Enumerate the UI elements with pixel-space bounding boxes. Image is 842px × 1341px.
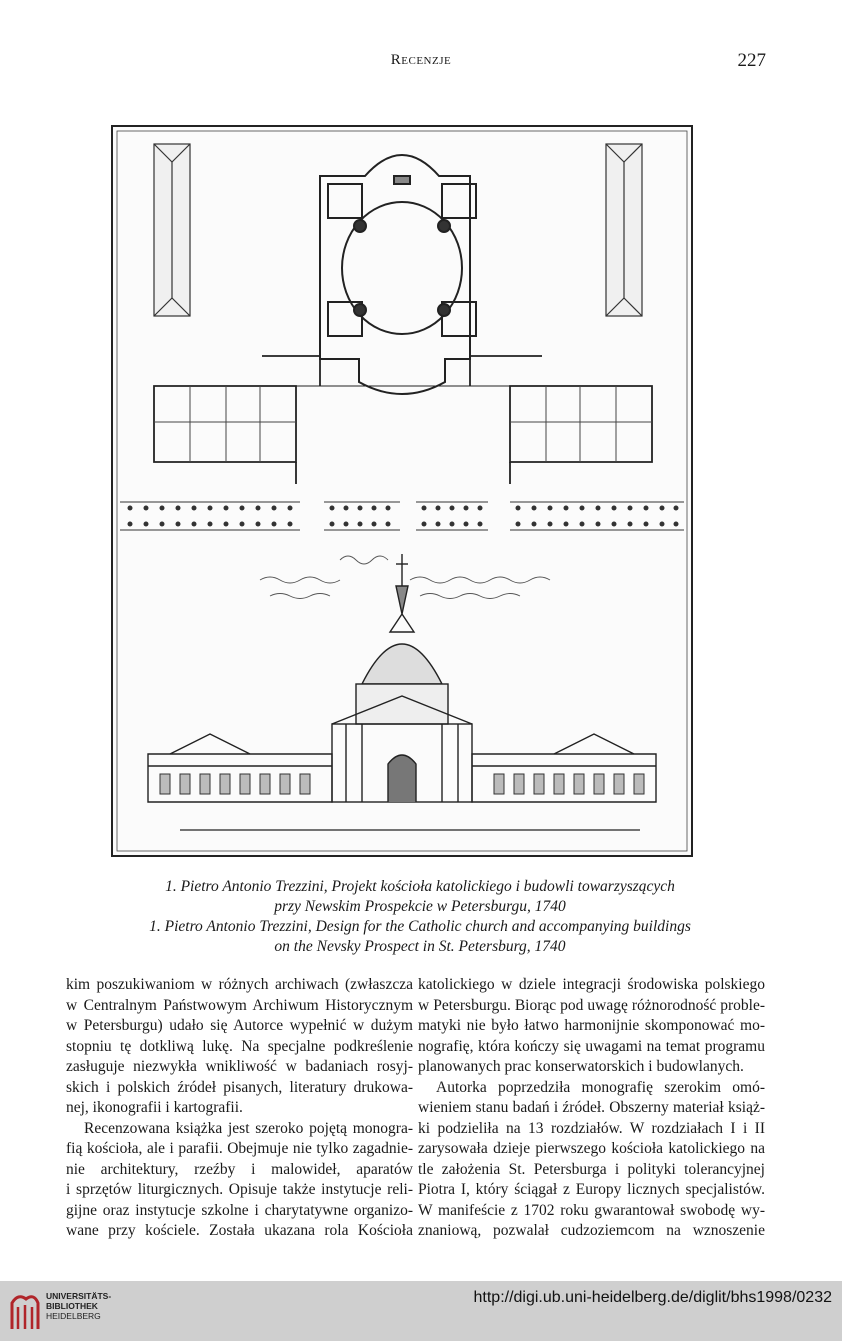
logo-line-3: HEIDELBERG (46, 1311, 101, 1321)
page-number: 227 (737, 50, 766, 71)
logo-line-2: BIBLIOTHEK (46, 1301, 98, 1311)
text-line: fią kościoła, ale i parafii. Obejmuje nie tylko zagadnie- (66, 1140, 413, 1157)
text-line: wane przy kościele. Została ukazana rola Kościoła (66, 1222, 413, 1239)
text-line: w Centralnym Państwowym Archiwum Historycznym (66, 996, 413, 1014)
logo-line-1: UNIVERSITÄTS- (46, 1291, 112, 1301)
text-line: zarysowała dzieje pierwszego kościoła katolickiego na (418, 1140, 765, 1157)
text-line: wieniem stanu badań i źródeł. Obszerny materiał książ- (418, 1099, 765, 1116)
library-logo-text (46, 1291, 111, 1321)
text-line: gijne oraz instytucje szkolne i charytatywne organizo- (66, 1201, 413, 1219)
text-line: w Petersburgu) udało się Autorce wypełnić w dużym (66, 1017, 413, 1034)
architectural-drawing-figure (110, 124, 694, 858)
text-line: W manifeście z 1702 roku gwarantował swobodę wy- (418, 1201, 765, 1219)
library-logo[interactable] (8, 1289, 112, 1333)
text-line: znaniową, pozwalał cudzoziemcom na wznoszenie (418, 1222, 765, 1239)
figure-caption (70, 877, 770, 957)
right-text-column (418, 975, 765, 1242)
text-line: tle założenia St. Petersburga i polityki tolerancyjnej (418, 1160, 765, 1178)
text-line: nie architektury, rzeźby i malowideł, aparatów (66, 1160, 413, 1178)
text-line: stopniu tę dotkliwą lukę. Na specjalne podkreślenie (66, 1037, 413, 1055)
text-line: planowanych prac konserwatorskich i budowlanych. (418, 1058, 744, 1075)
text-line: katolickiego w dziele integracji środowiska polskiego (418, 976, 765, 993)
library-logo-icon (8, 1289, 42, 1333)
text-line: w Petersburgu. Biorąc pod uwagę różnorodność proble- (418, 996, 765, 1014)
text-line: Autorka poprzedziła monografię szerokim omó- (436, 1078, 765, 1096)
text-line: Recenzowana książka jest szeroko pojętą monogra- (84, 1119, 413, 1137)
drawing-illustration-icon (110, 124, 694, 858)
caption-pl-line-2: przy Newskim Prospekcie w Petersburgu, 1740 (274, 898, 566, 915)
text-line: nografię, która kończy się uwagami na temat programu (418, 1037, 765, 1055)
source-url-link[interactable]: http://digi.ub.uni-heidelberg.de/diglit/bhs1998/0232 (473, 1289, 832, 1306)
text-line: skich i polskich źródeł pisanych, literatury drukowa- (66, 1078, 413, 1096)
text-line: Piotra I, który ściągał z Europy licznych specjalistów. (418, 1181, 765, 1198)
running-header: Recenzje (390, 52, 452, 68)
left-text-column (66, 975, 413, 1242)
text-line: matyki nie było łatwo harmonijnie skomponować mo- (418, 1017, 765, 1034)
caption-en-line-1: 1. Pietro Antonio Trezzini, Design for the Catholic church and accompanying buildings (149, 918, 691, 935)
text-line: nej, ikonografii i kartografii. (66, 1099, 243, 1116)
text-line: kim poszukiwaniom w różnych archiwach (zwłaszcza (66, 976, 413, 993)
text-line: i sprzętów liturgicznych. Opisuje także instytucje reli- (66, 1181, 413, 1198)
caption-en-line-2: on the Nevsky Prospect in St. Petersburg, 1740 (274, 938, 566, 955)
caption-pl-line-1: 1. Pietro Antonio Trezzini, Projekt kościoła katolickiego i budowli towarzyszących (165, 878, 675, 895)
digital-library-footer (0, 1281, 842, 1341)
text-line: ki podzieliła na 13 rozdziałów. W rozdziałach I i II (418, 1119, 765, 1137)
text-line: zasługuje niezwykła wnikliwość w badaniach rosyj- (66, 1058, 413, 1075)
